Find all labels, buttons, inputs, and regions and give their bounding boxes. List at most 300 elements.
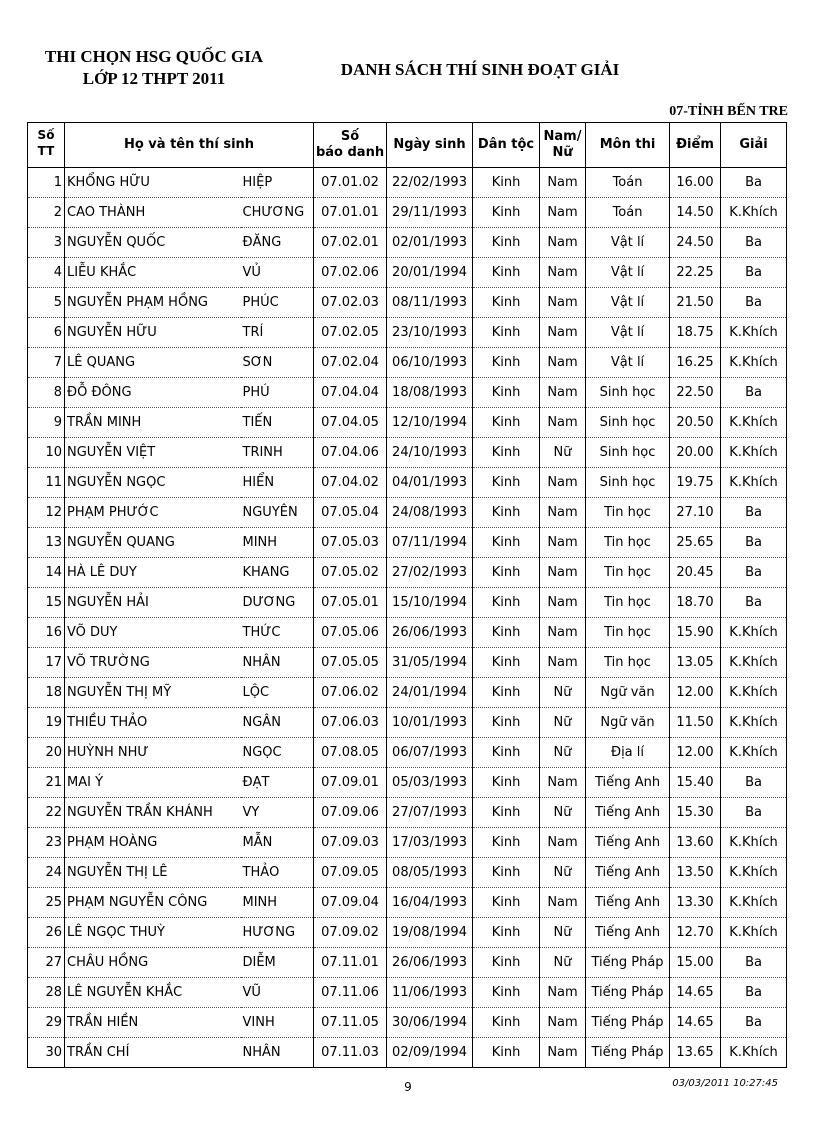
first-name-cell: HIỂN [241,468,314,498]
row-number-cell: 5 [28,288,65,318]
table-row [28,558,787,588]
table-row [28,888,787,918]
prize-cell: Ba [721,978,787,1008]
first-name-cell: VŨ [241,978,314,1008]
first-name-cell: LỘC [241,678,314,708]
ethnicity-cell: Kinh [473,798,540,828]
gender-cell: Nữ [540,858,586,888]
prize-cell: K.Khích [721,858,787,888]
first-name-cell: ĐĂNG [241,228,314,258]
date-of-birth-cell: 10/01/1993 [387,708,473,738]
candidate-number-cell: 07.05.01 [314,588,387,618]
table-row [28,318,787,348]
prize-cell: K.Khích [721,678,787,708]
table-row [28,738,787,768]
ethnicity-cell: Kinh [473,888,540,918]
first-name-cell: MINH [241,888,314,918]
candidate-number-cell: 07.02.03 [314,288,387,318]
candidate-number-cell: 07.04.02 [314,468,387,498]
last-name-cell: CHÂU HỒNG [65,948,241,978]
table-row [28,288,787,318]
score-cell: 13.05 [670,648,721,678]
gender-cell: Nam [540,558,586,588]
prize-cell: Ba [721,768,787,798]
prize-cell: K.Khích [721,708,787,738]
date-of-birth-cell: 04/01/1993 [387,468,473,498]
header-sbd [314,123,387,168]
ethnicity-cell: Kinh [473,168,540,198]
ethnicity-cell: Kinh [473,918,540,948]
date-of-birth-cell: 15/10/1994 [387,588,473,618]
row-number-cell: 1 [28,168,65,198]
date-of-birth-cell: 19/08/1994 [387,918,473,948]
row-number-cell: 30 [28,1038,65,1068]
last-name-cell: NGUYỄN QUANG [65,528,241,558]
row-number-cell: 7 [28,348,65,378]
last-name-cell: TRẦN CHÍ [65,1038,241,1068]
candidate-number-cell: 07.01.02 [314,168,387,198]
last-name-cell: ĐỖ ĐÔNG [65,378,241,408]
table-row [28,618,787,648]
date-of-birth-cell: 08/05/1993 [387,858,473,888]
row-number-cell: 2 [28,198,65,228]
prize-cell: K.Khích [721,738,787,768]
last-name-cell: TRẦN HIỀN [65,1008,241,1038]
last-name-cell: NGUYỄN TRẦN KHÁNH [65,798,241,828]
first-name-cell: NGÂN [241,708,314,738]
subject-cell: Sinh học [586,378,670,408]
first-name-cell: CHƯƠNG [241,198,314,228]
date-of-birth-cell: 26/06/1993 [387,948,473,978]
ethnicity-cell: Kinh [473,438,540,468]
last-name-cell: NGUYỄN VIỆT [65,438,241,468]
candidate-number-cell: 07.02.05 [314,318,387,348]
score-cell: 20.45 [670,558,721,588]
candidate-number-cell: 07.04.06 [314,438,387,468]
candidate-number-cell: 07.09.03 [314,828,387,858]
date-of-birth-cell: 07/11/1994 [387,528,473,558]
ethnicity-cell: Kinh [473,978,540,1008]
row-number-cell: 8 [28,378,65,408]
row-number-cell: 27 [28,948,65,978]
table-row [28,348,787,378]
gender-cell: Nam [540,528,586,558]
first-name-cell: PHÚ [241,378,314,408]
last-name-cell: TRẦN MINH [65,408,241,438]
table-row [28,828,787,858]
prize-cell: K.Khích [721,648,787,678]
subject-cell: Tin học [586,618,670,648]
table-row [28,918,787,948]
prize-cell: Ba [721,948,787,978]
candidate-number-cell: 07.05.05 [314,648,387,678]
gender-cell: Nam [540,588,586,618]
subject-cell: Tiếng Anh [586,828,670,858]
subject-cell: Vật lí [586,348,670,378]
first-name-cell: TIẾN [241,408,314,438]
ethnicity-cell: Kinh [473,648,540,678]
score-cell: 12.70 [670,918,721,948]
subject-cell: Ngữ văn [586,708,670,738]
date-of-birth-cell: 20/01/1994 [387,258,473,288]
ethnicity-cell: Kinh [473,948,540,978]
row-number-cell: 9 [28,408,65,438]
ethnicity-cell: Kinh [473,468,540,498]
province-label: 07-TỈNH BẾN TRE [669,104,788,119]
ethnicity-cell: Kinh [473,828,540,858]
candidate-number-cell: 07.09.04 [314,888,387,918]
last-name-cell: NGUYỄN NGỌC [65,468,241,498]
prize-cell: Ba [721,168,787,198]
subject-cell: Vật lí [586,228,670,258]
date-of-birth-cell: 18/08/1993 [387,378,473,408]
last-name-cell: HUỲNH NHƯ [65,738,241,768]
exam-title [24,46,284,90]
table-row [28,228,787,258]
row-number-cell: 10 [28,438,65,468]
prize-cell: Ba [721,258,787,288]
row-number-cell: 17 [28,648,65,678]
last-name-cell: HÀ LÊ DUY [65,558,241,588]
score-cell: 22.25 [670,258,721,288]
prize-cell: K.Khích [721,438,787,468]
gender-cell: Nam [540,318,586,348]
date-of-birth-cell: 16/04/1993 [387,888,473,918]
first-name-cell: PHÚC [241,288,314,318]
header-sbd-line2: báo danh [315,145,385,160]
candidate-number-cell: 07.05.02 [314,558,387,588]
candidate-number-cell: 07.09.02 [314,918,387,948]
first-name-cell: VỦ [241,258,314,288]
gender-cell: Nam [540,978,586,1008]
date-of-birth-cell: 06/07/1993 [387,738,473,768]
score-cell: 15.30 [670,798,721,828]
row-number-cell: 19 [28,708,65,738]
last-name-cell: LÊ QUANG [65,348,241,378]
row-number-cell: 14 [28,558,65,588]
table-row [28,1008,787,1038]
row-number-cell: 29 [28,1008,65,1038]
subject-cell: Tiếng Pháp [586,948,670,978]
ethnicity-cell: Kinh [473,318,540,348]
candidate-number-cell: 07.11.01 [314,948,387,978]
last-name-cell: PHẠM PHƯỚC [65,498,241,528]
score-cell: 14.65 [670,1008,721,1038]
gender-cell: Nữ [540,798,586,828]
list-title: DANH SÁCH THÍ SINH ĐOẠT GIẢI [340,60,620,79]
header-gender-line1: Nam/ [543,129,582,144]
gender-cell: Nam [540,648,586,678]
header-name: Họ và tên thí sinh [65,123,314,168]
header-gender-line2: Nữ [552,145,573,160]
subject-cell: Địa lí [586,738,670,768]
subject-cell: Vật lí [586,318,670,348]
row-number-cell: 20 [28,738,65,768]
score-cell: 20.00 [670,438,721,468]
subject-cell: Tiếng Pháp [586,1008,670,1038]
subject-cell: Tiếng Anh [586,798,670,828]
ethnicity-cell: Kinh [473,348,540,378]
date-of-birth-cell: 05/03/1993 [387,768,473,798]
date-of-birth-cell: 17/03/1993 [387,828,473,858]
first-name-cell: VY [241,798,314,828]
last-name-cell: NGUYỄN HỮU [65,318,241,348]
gender-cell: Nam [540,378,586,408]
gender-cell: Nam [540,258,586,288]
score-cell: 27.10 [670,498,721,528]
last-name-cell: LÊ NGỌC THUỲ [65,918,241,948]
first-name-cell: DIỄM [241,948,314,978]
score-cell: 12.00 [670,678,721,708]
prize-cell: K.Khích [721,318,787,348]
ethnicity-cell: Kinh [473,408,540,438]
gender-cell: Nam [540,198,586,228]
candidate-number-cell: 07.06.02 [314,678,387,708]
ethnicity-cell: Kinh [473,558,540,588]
subject-cell: Ngữ văn [586,678,670,708]
table-row [28,708,787,738]
score-cell: 13.30 [670,888,721,918]
score-cell: 15.90 [670,618,721,648]
candidate-number-cell: 07.01.01 [314,198,387,228]
candidate-number-cell: 07.05.06 [314,618,387,648]
candidate-number-cell: 07.02.04 [314,348,387,378]
subject-cell: Sinh học [586,468,670,498]
first-name-cell: DƯƠNG [241,588,314,618]
ethnicity-cell: Kinh [473,228,540,258]
subject-cell: Toán [586,168,670,198]
row-number-cell: 15 [28,588,65,618]
prize-cell: K.Khích [721,1038,787,1068]
exam-title-line2: LỚP 12 THPT 2011 [82,69,226,88]
date-of-birth-cell: 27/07/1993 [387,798,473,828]
last-name-cell: NGUYỄN HẢI [65,588,241,618]
score-cell: 18.70 [670,588,721,618]
winners-table [27,122,787,1068]
last-name-cell: NGUYỄN THỊ LÊ [65,858,241,888]
subject-cell: Tiếng Anh [586,768,670,798]
row-number-cell: 3 [28,228,65,258]
ethnicity-cell: Kinh [473,198,540,228]
first-name-cell: SƠN [241,348,314,378]
header-dob: Ngày sinh [387,123,473,168]
gender-cell: Nam [540,618,586,648]
row-number-cell: 28 [28,978,65,1008]
subject-cell: Vật lí [586,288,670,318]
prize-cell: Ba [721,288,787,318]
subject-cell: Tin học [586,528,670,558]
prize-cell: Ba [721,1008,787,1038]
last-name-cell: KHỔNG HỮU [65,168,241,198]
prize-cell: K.Khích [721,408,787,438]
gender-cell: Nam [540,408,586,438]
exam-title-line1: THI CHỌN HSG QUỐC GIA [44,47,264,66]
ethnicity-cell: Kinh [473,258,540,288]
first-name-cell: TRÍ [241,318,314,348]
table-row [28,168,787,198]
candidate-number-cell: 07.11.05 [314,1008,387,1038]
ethnicity-cell: Kinh [473,1038,540,1068]
gender-cell: Nam [540,768,586,798]
header-subject: Môn thi [586,123,670,168]
subject-cell: Tiếng Anh [586,888,670,918]
row-number-cell: 23 [28,828,65,858]
subject-cell: Tin học [586,648,670,678]
ethnicity-cell: Kinh [473,768,540,798]
score-cell: 18.75 [670,318,721,348]
prize-cell: Ba [721,228,787,258]
first-name-cell: NHÂN [241,648,314,678]
first-name-cell: KHANG [241,558,314,588]
ethnicity-cell: Kinh [473,738,540,768]
ethnicity-cell: Kinh [473,378,540,408]
prize-cell: Ba [721,378,787,408]
gender-cell: Nam [540,498,586,528]
table-row [28,498,787,528]
prize-cell: Ba [721,558,787,588]
last-name-cell: NGUYỄN THỊ MỸ [65,678,241,708]
date-of-birth-cell: 29/11/1993 [387,198,473,228]
table-row [28,378,787,408]
gender-cell: Nam [540,228,586,258]
score-cell: 19.75 [670,468,721,498]
prize-cell: K.Khích [721,828,787,858]
row-number-cell: 21 [28,768,65,798]
last-name-cell: LIỄU KHẮC [65,258,241,288]
candidate-number-cell: 07.09.05 [314,858,387,888]
subject-cell: Tiếng Anh [586,858,670,888]
table-row [28,678,787,708]
date-of-birth-cell: 31/05/1994 [387,648,473,678]
subject-cell: Tin học [586,558,670,588]
last-name-cell: MAI Ý [65,768,241,798]
row-number-cell: 24 [28,858,65,888]
row-number-cell: 18 [28,678,65,708]
date-of-birth-cell: 08/11/1993 [387,288,473,318]
score-cell: 24.50 [670,228,721,258]
gender-cell: Nam [540,168,586,198]
gender-cell: Nữ [540,438,586,468]
gender-cell: Nữ [540,738,586,768]
prize-cell: Ba [721,498,787,528]
ethnicity-cell: Kinh [473,708,540,738]
first-name-cell: THẢO [241,858,314,888]
date-of-birth-cell: 02/01/1993 [387,228,473,258]
subject-cell: Tiếng Anh [586,918,670,948]
table-row [28,408,787,438]
candidate-number-cell: 07.08.05 [314,738,387,768]
last-name-cell: VÕ DUY [65,618,241,648]
prize-cell: K.Khích [721,348,787,378]
prize-cell: K.Khích [721,888,787,918]
date-of-birth-cell: 11/06/1993 [387,978,473,1008]
table-row [28,798,787,828]
score-cell: 13.50 [670,858,721,888]
candidate-number-cell: 07.05.03 [314,528,387,558]
row-number-cell: 6 [28,318,65,348]
header-prize: Giải [721,123,787,168]
candidate-number-cell: 07.09.06 [314,798,387,828]
row-number-cell: 22 [28,798,65,828]
date-of-birth-cell: 27/02/1993 [387,558,473,588]
last-name-cell: NGUYỄN QUỐC [65,228,241,258]
date-of-birth-cell: 12/10/1994 [387,408,473,438]
score-cell: 13.65 [670,1038,721,1068]
row-number-cell: 16 [28,618,65,648]
candidate-number-cell: 07.04.05 [314,408,387,438]
ethnicity-cell: Kinh [473,1008,540,1038]
first-name-cell: ĐẠT [241,768,314,798]
subject-cell: Tin học [586,498,670,528]
first-name-cell: NGỌC [241,738,314,768]
first-name-cell: HIỆP [241,168,314,198]
subject-cell: Sinh học [586,438,670,468]
candidate-number-cell: 07.02.06 [314,258,387,288]
date-of-birth-cell: 24/08/1993 [387,498,473,528]
date-of-birth-cell: 24/01/1994 [387,678,473,708]
prize-cell: Ba [721,528,787,558]
gender-cell: Nam [540,468,586,498]
score-cell: 16.00 [670,168,721,198]
header-ethnic: Dân tộc [473,123,540,168]
score-cell: 25.65 [670,528,721,558]
gender-cell: Nữ [540,918,586,948]
score-cell: 13.60 [670,828,721,858]
score-cell: 11.50 [670,708,721,738]
gender-cell: Nữ [540,678,586,708]
subject-cell: Tin học [586,588,670,618]
page-number: 9 [404,1080,412,1094]
ethnicity-cell: Kinh [473,678,540,708]
header-sbd-line1: Số [340,129,360,144]
ethnicity-cell: Kinh [473,528,540,558]
table-header-row [28,123,787,168]
table-row [28,588,787,618]
score-cell: 14.50 [670,198,721,228]
first-name-cell: TRINH [241,438,314,468]
date-of-birth-cell: 22/02/1993 [387,168,473,198]
score-cell: 21.50 [670,288,721,318]
table-row [28,978,787,1008]
prize-cell: Ba [721,588,787,618]
subject-cell: Vật lí [586,258,670,288]
gender-cell: Nữ [540,948,586,978]
first-name-cell: MẪN [241,828,314,858]
date-of-birth-cell: 24/10/1993 [387,438,473,468]
subject-cell: Tiếng Pháp [586,978,670,1008]
ethnicity-cell: Kinh [473,498,540,528]
date-of-birth-cell: 06/10/1993 [387,348,473,378]
gender-cell: Nam [540,1008,586,1038]
first-name-cell: NGUYÊN [241,498,314,528]
prize-cell: K.Khích [721,618,787,648]
prize-cell: Ba [721,798,787,828]
ethnicity-cell: Kinh [473,588,540,618]
first-name-cell: HƯƠNG [241,918,314,948]
table-row [28,858,787,888]
score-cell: 14.65 [670,978,721,1008]
row-number-cell: 25 [28,888,65,918]
gender-cell: Nam [540,288,586,318]
score-cell: 15.40 [670,768,721,798]
first-name-cell: THỨC [241,618,314,648]
table-row [28,528,787,558]
score-cell: 15.00 [670,948,721,978]
score-cell: 12.00 [670,738,721,768]
table-row [28,258,787,288]
gender-cell: Nam [540,828,586,858]
subject-cell: Sinh học [586,408,670,438]
